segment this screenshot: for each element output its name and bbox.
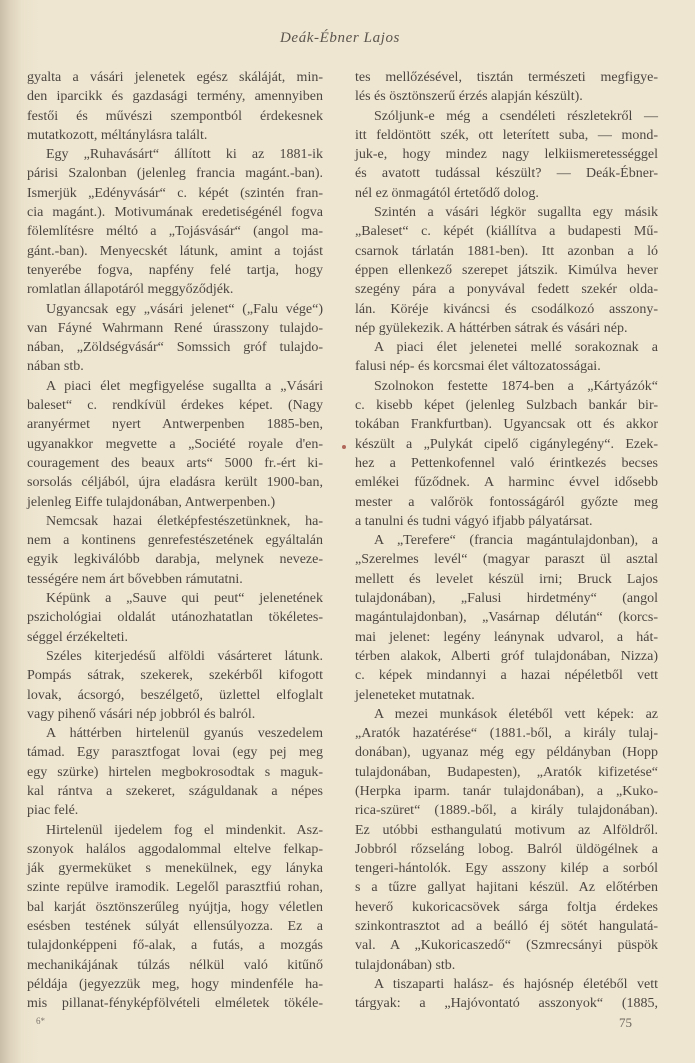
text-line: Széles kiterjedésű alföldi vásárteret látunk. [46, 648, 323, 664]
text-line: tokában Frankfurtban). Ugyancsak ott és akkor [355, 417, 658, 433]
text-line: van Fáyné Wahrmann René úrasszony tulajdo- [27, 320, 323, 336]
text-line: nél ez önmagától értetődő dolog. [355, 185, 539, 201]
paragraph [27, 300, 323, 377]
text-line: tárgyak: a „Hajóvontató asszonyok“ (1885, [355, 996, 658, 1012]
text-line: val. A „Kukoricaszedő“ (Szmrecsányi püspök [355, 938, 658, 954]
text-line: nában stb. [27, 359, 84, 375]
text-line: ugyanakkor megvette a „Société royale d'en- [27, 436, 323, 452]
text-line: tenyerébe fogva, napfény felé tartja, hogy [27, 262, 323, 278]
text-line: den iparcikk és gazdasági termény, amennyiben [27, 89, 323, 105]
text-line: tulajdonképpeni fő-alak, a futás, a mozgás [27, 938, 323, 954]
text-line: tengeri-hántolók. Egy asszony kilép a sorból [355, 861, 658, 877]
text-line: A háttérben hirtelenül gyanús veszedelem [46, 726, 323, 742]
text-line: falusi nép- és korcsmai élet változatosságai. [355, 359, 601, 375]
text-line: szinte repülve iramodik. Legelől parasztfiú rohan, [27, 880, 323, 896]
text-line: tességére nem árt bővebben rámutatni. [27, 571, 243, 587]
text-line: rica-szüret“ (1889.-ből, a király tulajdonában). [355, 803, 658, 819]
text-line: Egy „Ruhavásárt“ állított ki az 1881-ik [46, 147, 323, 163]
text-line: ják gyermeküket s menekülnek, egy lányka [27, 861, 323, 877]
text-line: A piaci élet megfigyelése sugallta a „Vásári [46, 378, 323, 394]
text-line: c. kisebb képet (jelenleg Sulzbach bankár bir- [355, 398, 658, 414]
text-line: mechanikájának túlzás nélkül való kitűnő [27, 957, 323, 973]
paragraph [355, 338, 658, 377]
text-line: vagy pihenő vásári nép jobbról és balról. [27, 706, 256, 722]
text-line: tulajdonában, Budapesten), „Aratók kifizetése“ [355, 764, 658, 780]
text-line: pszichológiai oldalát utánozhatatlan tökéletes- [27, 610, 323, 626]
text-line: piac felé. [27, 803, 79, 819]
text-line: Szintén a vásári légkör sugallta egy másik [374, 205, 658, 221]
paragraph [355, 531, 658, 705]
text-line: emlékei fűződnek. A harminc évvel idősebb [355, 475, 658, 491]
paragraph [355, 377, 658, 531]
text-line: Jobbról rőzseláng lobog. Balról üldögélnek a [355, 841, 658, 857]
paragraph [355, 107, 658, 203]
text-line: s a tűzre gallyat hajitani készül. Az előtérben [355, 880, 658, 896]
text-line: éppen ellenkező szerepet játszik. Kimúlva hever [355, 262, 658, 278]
left-column [27, 68, 323, 1014]
text-line: mai jelenet: legény leánynak udvarol, a hát- [355, 629, 658, 645]
text-line: a tanulni és tudni vágyó ifjabb pályatársat. [355, 513, 593, 529]
text-line: szinkontrasztot ad a beálló éj sötét hangulatá- [355, 919, 658, 935]
text-line: támad. Egy parasztfogat lovai (egy pej meg [27, 745, 323, 761]
text-line: gánt.-ban). Menyecskét látunk, amint a tojást [27, 243, 323, 259]
text-line: juk-e, hogy mindez nagy lelkiismeretességgel [355, 147, 658, 163]
text-line: nép gyülekezik. A háttérben sátrak és vásári nép. [355, 320, 628, 336]
text-line: séggel érzékelteti. [27, 629, 129, 645]
text-line: c. képek mindannyi a hazai népéletből vett [355, 668, 658, 684]
text-line: magántulajdonban), „Vasárnap délután“ (korcs- [355, 610, 658, 626]
text-line: jelenleg Eiffe tulajdonában, Antwerpenben.) [27, 494, 276, 510]
text-line: szonyok halálos aggodalommal eltelve felkap- [27, 841, 323, 857]
text-line: lovak, ácsorgó, beszélgető, üzlettel elfoglalt [27, 687, 323, 703]
text-line: Ismerjük „Edényvásár“ c. képét (szintén fran- [27, 185, 323, 201]
text-line: mester a valőrök fontosságáról győzte meg [355, 494, 658, 510]
text-line: tes mellőzésével, tisztán természeti megfigye- [355, 70, 658, 85]
text-line: Ez utóbbi esthangulatú motivum az Alföldről. [355, 822, 658, 838]
paragraph [27, 821, 323, 1014]
text-line: szegény pára a ponyvával fedett szekér olda- [355, 282, 658, 298]
text-line: A tiszaparti halász- és hajósnép életéből vett [374, 976, 658, 992]
paragraph [355, 68, 658, 107]
text-line: egy szürke) hirtelen megbokrosodtak s maguk- [27, 764, 323, 780]
text-line: térben alakok, Alberti gróf tulajdonában, Nizza) [355, 648, 658, 664]
paragraph [355, 975, 658, 1014]
paragraph [27, 724, 323, 820]
text-line: (Herpka iparm. tanár tulajdonában), a „Kuko- [355, 783, 658, 799]
text-line: csarnok tárlatán 1881-ben). Itt azonban a ló [355, 243, 658, 259]
paragraph [27, 68, 323, 145]
text-line: baleset“ c. rendkívül érdekes képet. (Nagy [27, 398, 323, 414]
text-line: Pompás sátrak, szekerek, szekérből kifogott [27, 668, 323, 684]
text-line: mis pillanat-fényképfölvételi elméletek tökéle- [27, 996, 323, 1012]
text-line: donában), ugyanaz még egy példányban (Hopp [355, 745, 658, 761]
text-line: „Aratók hazatérése“ (1881.-ből, a király tulaj- [355, 726, 658, 742]
text-line: fölemlítésre méltó a „Tojásvásár“ (angol ma- [27, 224, 323, 240]
paragraph [27, 377, 323, 512]
text-line: Szolnokon festette 1874-ben a „Kártyázók“ [374, 378, 658, 394]
text-line: készült a „Pulykát cipelő cigánylegény“. Ezek- [355, 436, 658, 452]
text-line: párisi Szalonban (jelenleg francia magánt.-ban). [27, 166, 323, 182]
text-line: mutatkozott, méltánylásra talált. [27, 127, 208, 143]
text-line: kal rántva a szekeret, száguldanak a népes [27, 783, 323, 799]
text-line: hez a Pettenkofennel való érintkezés becses [355, 455, 658, 471]
text-line: Ugyancsak egy „vásári jelenet“ („Falu vége“) [46, 301, 323, 317]
text-line: Nemcsak hazai életképfestészetünknek, ha- [46, 513, 323, 529]
paragraph [27, 145, 323, 299]
text-line: A „Terefere“ (francia magántulajdonban), a [374, 533, 658, 549]
text-line: és avatott tudással készült? — Deák-Ébner- [355, 166, 658, 182]
text-line: itt feldöntött szék, ott leterített suba, — mond- [355, 127, 658, 143]
text-line: lán. Köréje kiváncsi és csodálkozó asszony- [355, 301, 658, 317]
text-line: jeleneteket mutatnak. [355, 687, 475, 703]
signature-mark: 6* [36, 1016, 45, 1026]
running-header: Deák-Ébner Lajos [280, 30, 400, 46]
text-line: példája (jegyezzük meg, hogy mindenféle ha- [27, 976, 323, 992]
text-line: „Szerelmes levél“ (magyar paraszt ül asztal [355, 552, 658, 568]
text-line: nem a kontinens genrefestészetének egyáltalán [27, 533, 323, 549]
text-line: tulajdonában) stb. [355, 957, 456, 973]
text-line: sorsolás céljából, újra eladásra került 1900-ban, [27, 475, 323, 491]
text-line: Hirtelenül ijedelem fog el mindenkit. Asz- [46, 822, 323, 838]
text-line: esésben testének súlyát ellensúlyozza. Ez a [27, 919, 323, 935]
text-line: aranyérmet nyert Antwerpenben 1885-ben, [27, 417, 323, 433]
paragraph [27, 589, 323, 647]
text-line: festői és művészi szempontból érdekesnek [27, 108, 323, 124]
paragraph [355, 705, 658, 975]
text-line: Szóljunk-e még a csendéleti részletekről — [374, 108, 658, 124]
paragraph [27, 512, 323, 589]
text-line: bal karját ösztönszerűleg nyújtja, hogy véletlen [27, 899, 323, 915]
paragraph [355, 203, 658, 338]
text-line: romlatlan állapotáról meggyőződjék. [27, 282, 234, 298]
text-line: A piaci élet jelenetei mellé sorakoznak a [374, 340, 658, 356]
text-line: „Baleset“ c. képét (kiállítva a budapesti Mű- [355, 224, 658, 240]
text-line: nában, „Zöldségvásár“ Somssich gróf tulajdo- [27, 340, 323, 356]
text-line: heverő kukoricacsövek sárga foltja érdekes [355, 899, 658, 915]
text-line: lés és ösztönszerű érzés alapján készült). [355, 89, 583, 105]
text-line: cia magánt.). Motivumának eredetiségénél fogva [27, 205, 323, 221]
text-line: egyik legkiválóbb darabja, melynek neveze- [27, 552, 323, 568]
right-column [355, 68, 658, 1014]
text-line: tulajdonában), „Falusi hirdetmény“ (angol [355, 591, 658, 607]
text-line: A mezei munkások életéből vett képek: az [374, 706, 658, 722]
page-number: 75 [619, 1015, 632, 1030]
paragraph [27, 647, 323, 724]
text-line: gyalta a vásári jelenetek egész skáláját, min- [27, 70, 323, 85]
text-line: Képünk a „Sauve qui peut“ jelenetének [46, 591, 323, 607]
text-line: couragement des beaux arts“ 5000 fr.-ért ki- [27, 455, 323, 471]
margin-dot-mark [342, 445, 346, 449]
text-line: mellett és levelet készül irni; Bruck Lajos [355, 571, 658, 587]
